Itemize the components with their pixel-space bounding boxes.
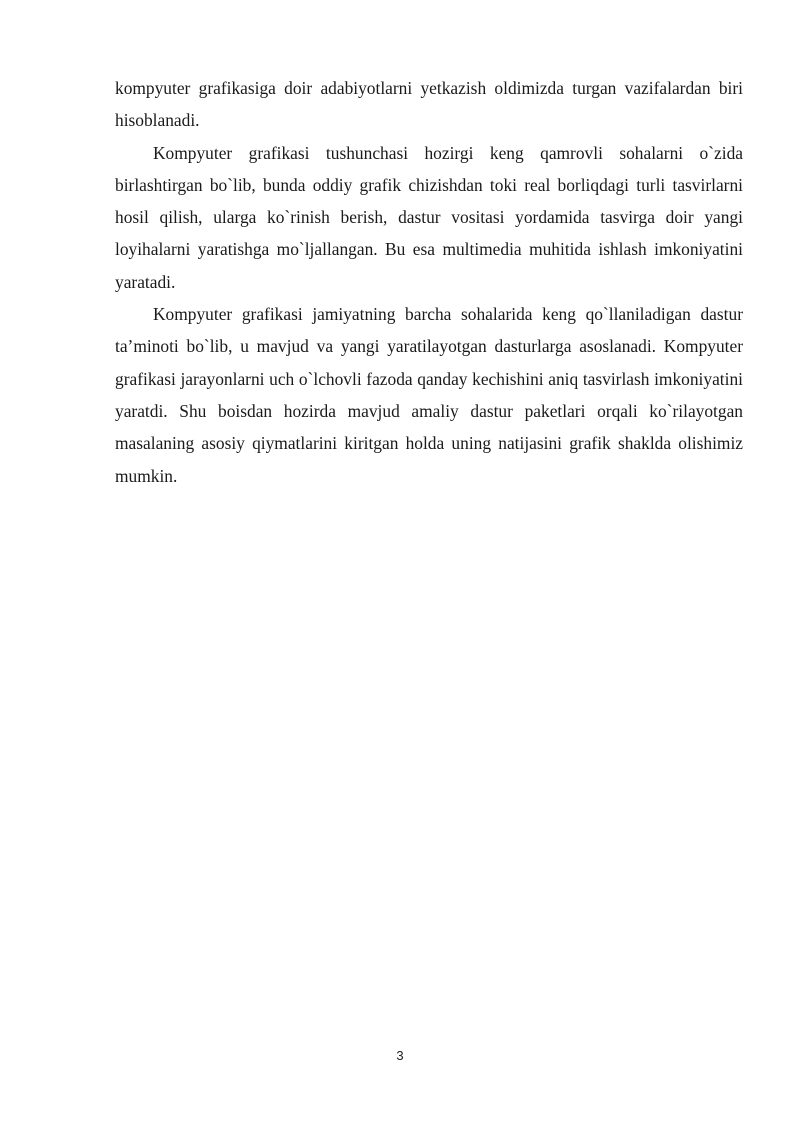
page-number: 3	[396, 1048, 404, 1063]
document-body	[115, 72, 743, 492]
paragraph-continued: kompyuter grafikasiga doir adabiyotlarni yetkazish oldimizda turgan vazifalardan biri hisoblanadi.	[115, 78, 743, 131]
paragraph-computer-graphics-software: Kompyuter grafikasi jamiyatning barcha sohalarida keng qo`llaniladigan dastur ta’minoti bo`lib, u mavjud va yangi yaratilayotgan dasturlarga asoslanadi. Kompyuter grafikasi jarayonlarni uch o`lchovli fazoda qanday kechishini aniq tasvirlash imkoniyatini yaratdi. Shu boisdan hozirda mavjud amaliy dastur paketlari orqali ko`rilayotgan masalaning asosiy qiymatlarini kiritgan holda uning natijasini grafik shaklda olishimiz mumkin.	[115, 304, 743, 486]
paragraph-computer-graphics-concept: Kompyuter grafikasi tushunchasi hozirgi keng qamrovli sohalarni o`zida birlashtirgan bo`lib, bunda oddiy grafik chizishdan toki real borliqdagi turli tasvirlarni hosil qilish, ularga ko`rinish berish, dastur vositasi yordamida tasvirga doir yangi loyihalarni yaratishga mo`ljallangan. Bu esa multimedia muhitida ishlash imkoniyatini yaratadi.	[115, 142, 743, 292]
